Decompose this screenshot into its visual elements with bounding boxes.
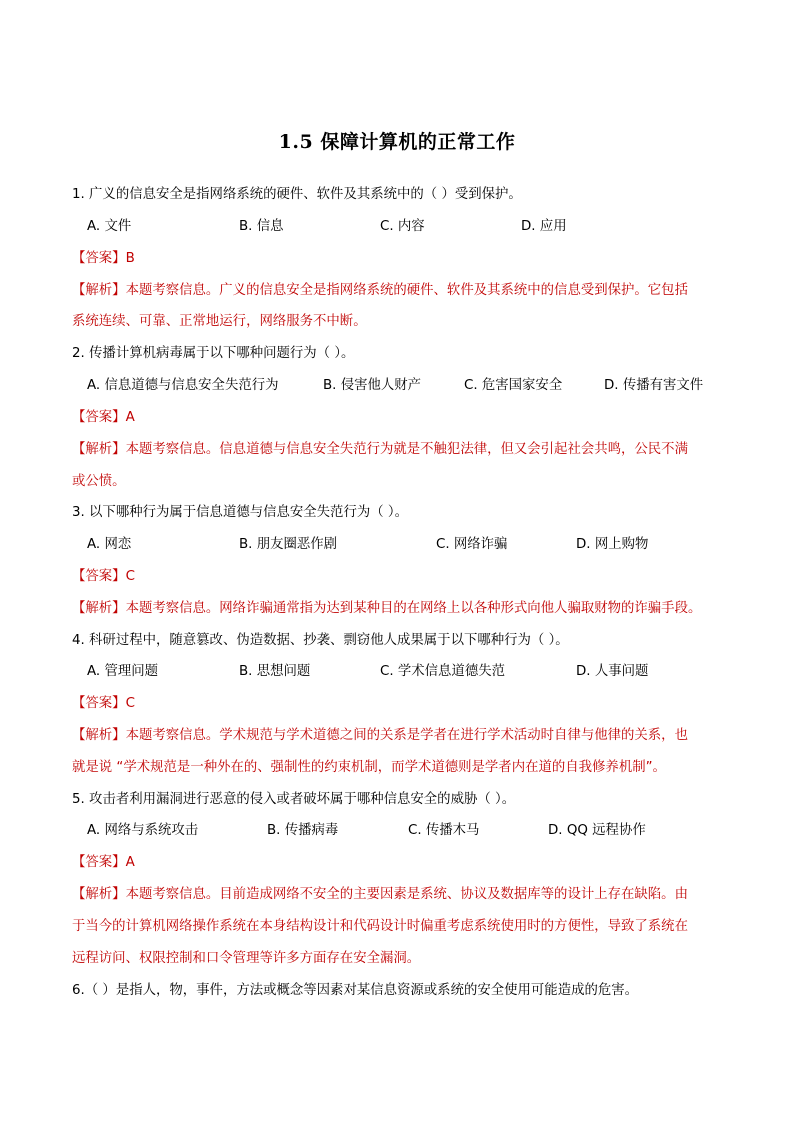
analysis-tag: 【解析】 [72, 442, 126, 457]
analysis-tag: 【解析】 [72, 887, 126, 902]
answer-tag: 【答案】 [72, 569, 126, 584]
analysis-text: 本题考察信息。网络诈骗通常指为达到某种目的在网络上以各种形式向他人骗取财物的诈骗手段。 [125, 601, 702, 616]
answer-line [72, 250, 135, 268]
option-a: A. 管理问题 [87, 664, 158, 679]
analysis-text: 于当今的计算机网络操作系统在本身结构设计和代码设计时偏重考虑系统使用时的方便性，导致了系统在 [72, 919, 688, 934]
question-stem: 3. 以下哪种行为属于信息道德与信息安全失范行为（ ）。 [72, 505, 408, 520]
question-stem: 4. 科研过程中，随意篡改、伪造数据、抄袭、剽窃他人成果属于以下哪种行为（ ）。 [72, 633, 569, 648]
analysis-tag: 【解析】 [72, 728, 126, 743]
answer-tag: 【答案】 [72, 696, 126, 711]
option-b: B. 信息 [239, 219, 284, 234]
analysis-text: 系统连续、可靠、正常地运行，网络服务不中断。 [72, 314, 367, 329]
answer-line [72, 695, 135, 713]
answer-value: A [125, 855, 135, 870]
analysis-line [72, 600, 701, 618]
answer-line [72, 409, 135, 427]
analysis-text: 或公愤。 [72, 474, 126, 489]
option-a: A. 信息道德与信息安全失范行为 [87, 378, 279, 393]
answer-value: C [125, 696, 135, 711]
analysis-tag: 【解析】 [72, 601, 126, 616]
option-d: D. 人事问题 [576, 664, 649, 679]
option-b: B. 朋友圈恶作剧 [239, 537, 338, 552]
analysis-line [72, 727, 688, 745]
analysis-text: 本题考察信息。学术规范与学术道德之间的关系是学者在进行学术活动时自律与他律的关系，也 [125, 728, 688, 743]
option-d: D. 应用 [521, 219, 567, 234]
answer-value: B [125, 251, 135, 266]
option-a: A. 网恋 [87, 537, 132, 552]
analysis-tag: 【解析】 [72, 283, 126, 298]
analysis-line [72, 282, 688, 300]
analysis-line [72, 441, 688, 459]
option-b: B. 传播病毒 [267, 823, 339, 838]
option-a: A. 文件 [87, 219, 132, 234]
analysis-line [72, 886, 688, 904]
answer-value: C [125, 569, 135, 584]
answer-line [72, 854, 135, 872]
answer-tag: 【答案】 [72, 855, 126, 870]
option-d: D. QQ 远程协作 [548, 823, 646, 838]
option-a: A. 网络与系统攻击 [87, 823, 199, 838]
analysis-text: 本题考察信息。广义的信息安全是指网络系统的硬件、软件及其系统中的信息受到保护。它包括 [125, 283, 688, 298]
analysis-text: 就是说 “学术规范是一种外在的、强制性的约束机制，而学术道德则是学者内在道的自我修养机制”。 [72, 760, 666, 775]
option-c: C. 危害国家安全 [464, 378, 563, 393]
option-c: C. 学术信息道德失范 [380, 664, 505, 679]
answer-value: A [125, 410, 135, 425]
option-c: C. 传播木马 [408, 823, 480, 838]
option-b: B. 侵害他人财产 [323, 378, 422, 393]
analysis-text: 本题考察信息。信息道德与信息安全失范行为就是不触犯法律，但又会引起社会共鸣，公民不满 [125, 442, 688, 457]
option-d: D. 传播有害文件 [604, 378, 704, 393]
question-stem: 5. 攻击者利用漏洞进行恶意的侵入或者破坏属于哪种信息安全的威胁（ ）。 [72, 792, 516, 807]
analysis-text: 本题考察信息。目前造成网络不安全的主要因素是系统、协议及数据库等的设计上存在缺陷。由 [125, 887, 688, 902]
question-stem: 1. 广义的信息安全是指网络系统的硬件、软件及其系统中的（ ）受到保护。 [72, 187, 522, 202]
question-stem: 6.（ ）是指人，物，事件，方法或概念等因素对某信息资源或系统的安全使用可能造成的危害。 [72, 983, 639, 998]
option-c: C. 网络诈骗 [436, 537, 508, 552]
option-d: D. 网上购物 [576, 537, 649, 552]
analysis-text: 远程访问、权限控制和口令管理等许多方面存在安全漏洞。 [72, 951, 421, 966]
answer-tag: 【答案】 [72, 410, 126, 425]
answer-line [72, 568, 135, 586]
option-c: C. 内容 [380, 219, 425, 234]
option-b: B. 思想问题 [239, 664, 311, 679]
question-stem: 2. 传播计算机病毒属于以下哪种问题行为（ ）。 [72, 346, 355, 361]
page-title: 1.5 保障计算机的正常工作 [278, 131, 516, 153]
answer-tag: 【答案】 [72, 251, 126, 266]
